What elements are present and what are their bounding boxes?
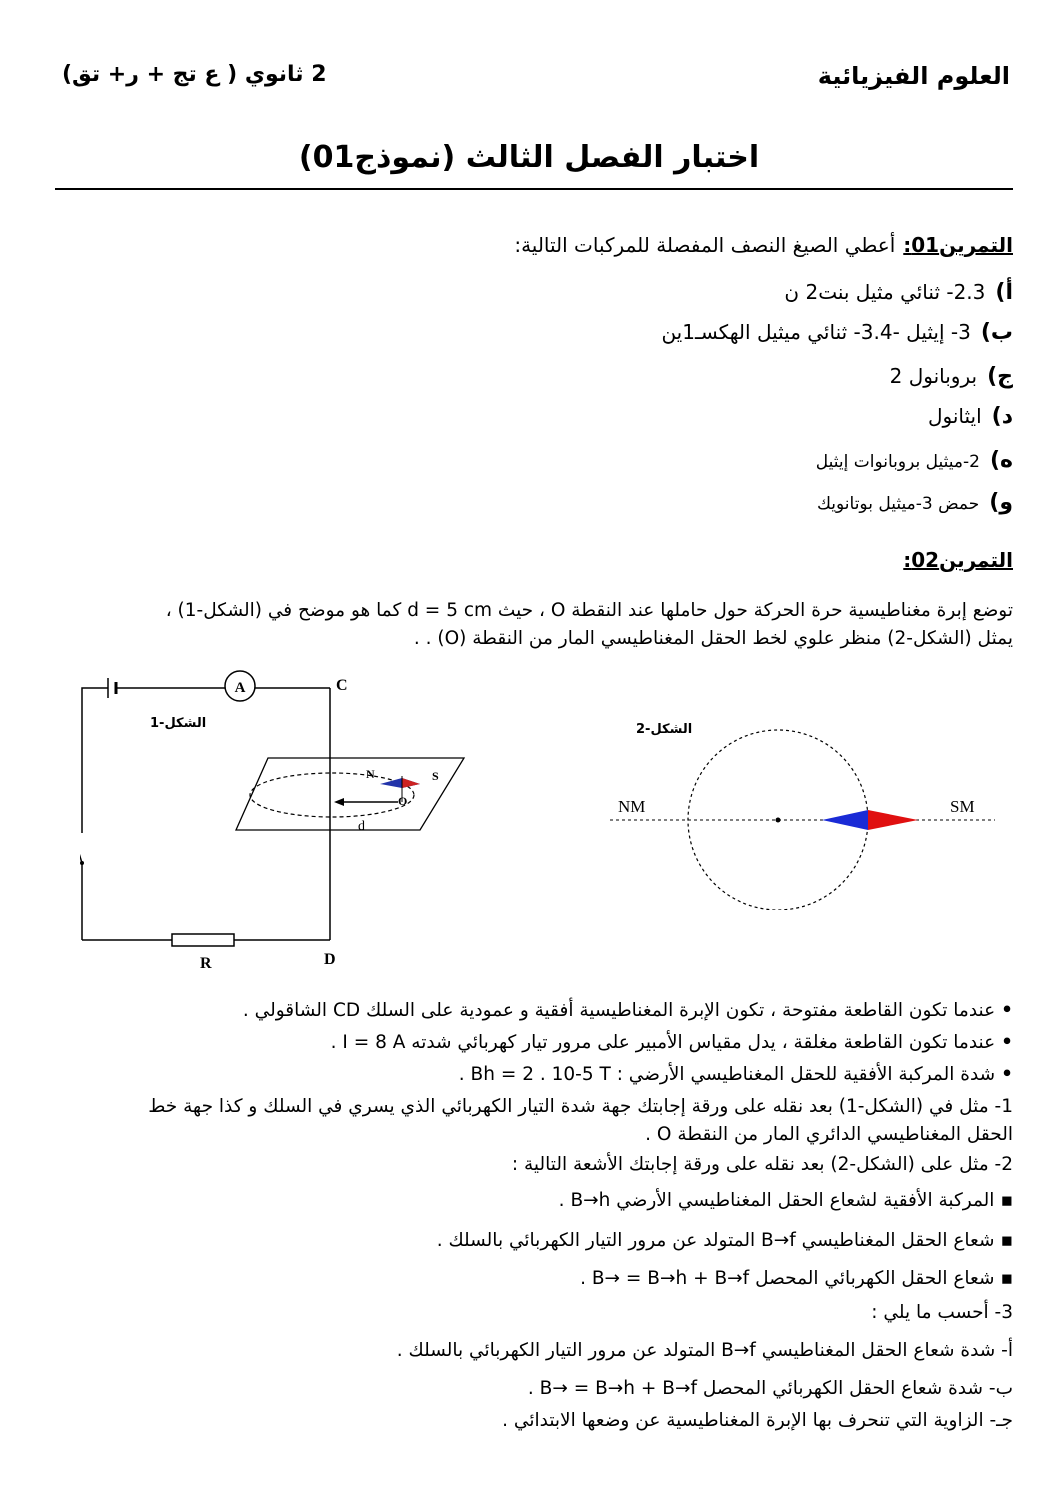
compound-item	[661, 320, 1013, 345]
compound-item	[928, 404, 1013, 429]
figure1-caption: الشكل-1	[150, 716, 207, 731]
label-o: O	[398, 794, 408, 808]
level-header: 2 ثانوي ( ع تج + ر+ تق)	[62, 62, 327, 87]
bullet-text: عندما تكون القاطعة مفتوحة ، تكون الإبرة المغناطيسية أفقية و عمودية على السلك CD الشاقولي .	[242, 1000, 996, 1021]
label-d: D	[324, 951, 336, 968]
compound-item	[784, 280, 1013, 305]
item-letter: ه)	[989, 448, 1013, 473]
figure1-circuit	[80, 668, 470, 978]
exercise2-heading: التمرين02:	[903, 548, 1013, 572]
q3-item: ب- شدة شعاع الحقل الكهربائي المحصل B→ = B→h + B→f .	[527, 1378, 1013, 1399]
item-letter: ج)	[987, 364, 1013, 389]
horizontal-plane	[236, 758, 464, 830]
item-name: ايثانول	[927, 404, 982, 428]
needle-blue-half	[822, 810, 868, 830]
figure2-caption: الشكل-2	[636, 722, 693, 737]
q3-item: أ- شدة شعاع الحقل المغناطيسي B→f المتولد عن مرور التيار الكهربائي بالسلك .	[396, 1340, 1013, 1361]
compound-item	[817, 490, 1013, 515]
label-d-distance: d	[358, 819, 365, 834]
q2-item: ▪شعاع الحقل المغناطيسي B→f المتولد عن مرور التيار الكهربائي بالسلك .	[436, 1230, 1013, 1251]
q2-item: ▪المركبة الأفقية لشعاع الحقل المغناطيسي الأرضي B→h .	[558, 1190, 1013, 1211]
bullet-text: عندما تكون القاطعة مغلقة ، يدل مقياس الأمبير على مرور تيار كهربائي شدته I = 8 A .	[330, 1032, 996, 1053]
label-r: R	[200, 955, 212, 972]
exercise1-header	[514, 232, 1013, 258]
item-letter: د)	[991, 404, 1013, 429]
question1-line2: الحقل المغناطيسي الدائري المار من النقطة O .	[645, 1124, 1013, 1145]
question2: 2- مثل على (الشكل-2) بعد نقله على ورقة إجابتك الأشعة التالية :	[511, 1154, 1013, 1175]
q2-item: ▪شعاع الحقل الكهربائي المحصل B→ = B→h + B→f .	[580, 1268, 1013, 1289]
item-name: بروبانول 2	[889, 364, 978, 388]
bullet-text: شدة المركبة الأفقية للحقل المغناطيسي الأرضي : Bh = 2 . 10-5 T .	[458, 1064, 996, 1085]
label-c: C	[336, 677, 348, 694]
question3: 3- أحسب ما يلي :	[871, 1302, 1013, 1323]
bullet-line: •عندما تكون القاطعة مغلقة ، يدل مقياس الأمبير على مرور تيار كهربائي شدته I = 8 A .	[330, 1032, 1013, 1053]
q2-item-text: شعاع الحقل الكهربائي المحصل B→ = B→h + B→f .	[580, 1268, 995, 1289]
figure2-field-line	[600, 710, 1000, 910]
item-name: حمض 3-ميثيل بوتانويك	[816, 494, 980, 514]
item-name: 2.3- ثنائي مثيل بنت2 ن	[784, 280, 986, 304]
bullet-line: •شدة المركبة الأفقية للحقل المغناطيسي الأرضي : Bh = 2 . 10-5 T .	[458, 1064, 1013, 1085]
label-sm: SM	[950, 797, 975, 816]
item-name: 3- إيثيل -3.4- ثنائي ميثيل الهكسـ1ين	[661, 320, 971, 344]
item-name: 2-ميثيل بروبانوات إيثيل	[815, 452, 980, 472]
center-point	[776, 818, 781, 823]
exercise1-prompt: أعطي الصيغ النصف المفصلة للمركبات التالية:	[514, 233, 896, 257]
resistor	[172, 934, 234, 946]
subject-header: العلوم الفيزيائية	[817, 62, 1010, 90]
question1-line1: 1- مثل في (الشكل-1) بعد نقله على ورقة إجابتك جهة شدة التيار الكهربائي الذي يسري في السلك و كذا جهة خط	[148, 1096, 1013, 1117]
compound-item	[816, 448, 1013, 473]
page-title: اختبار الفصل الثالث (نموذج01)	[298, 140, 760, 175]
label-nm: NM	[618, 797, 646, 816]
label-s: S	[432, 769, 439, 783]
title-divider	[55, 188, 1013, 190]
compound-item	[890, 364, 1013, 389]
q2-item-text: المركبة الأفقية لشعاع الحقل المغناطيسي الأرضي B→h .	[558, 1190, 995, 1211]
ammeter-label: A	[234, 680, 246, 696]
bullet-line: •عندما تكون القاطعة مفتوحة ، تكون الإبرة المغناطيسية أفقية و عمودية على السلك CD الشاقولي .	[242, 1000, 1013, 1021]
needle-red-half	[868, 810, 918, 830]
exercise2-intro-2: يمثل (الشكل-2) منظر علوي لخط الحقل المغناطيسي المار من النقطة (O) . .	[413, 628, 1013, 649]
q3-item: جـ- الزاوية التي تنحرف بها الإبرة المغناطيسية عن وضعها الابتدائي .	[502, 1410, 1013, 1431]
item-letter: ب)	[980, 320, 1013, 345]
item-letter: و)	[989, 490, 1013, 515]
q2-item-text: شعاع الحقل المغناطيسي B→f المتولد عن مرور التيار الكهربائي بالسلك .	[436, 1230, 995, 1251]
label-n: N	[366, 767, 375, 781]
exercise1-heading: التمرين01:	[903, 233, 1013, 257]
item-letter: أ)	[995, 280, 1013, 305]
exercise2-intro-1: توضع إبرة مغناطيسية حرة الحركة حول حاملها عند النقطة O ، حيث d = 5 cm كما هو موضح في (الشكل-1) ،	[165, 600, 1013, 621]
